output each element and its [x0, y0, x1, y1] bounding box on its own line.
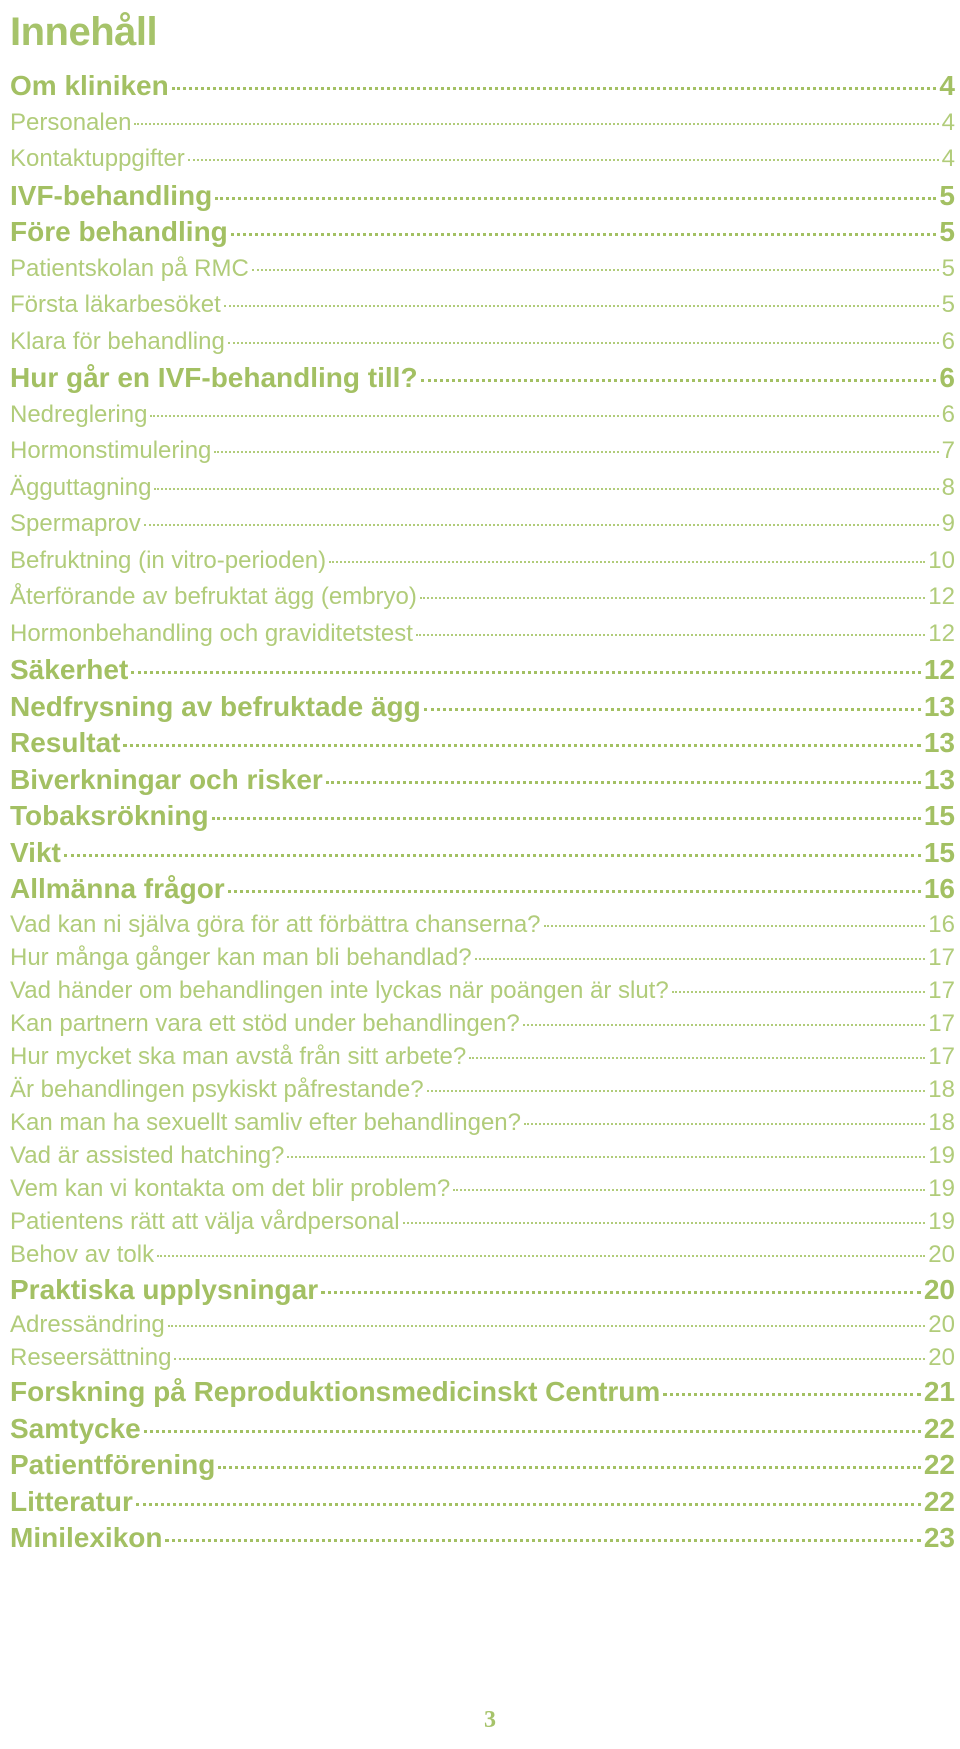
dot-leader — [215, 197, 936, 200]
toc-entry-page-number: 23 — [923, 1522, 955, 1554]
toc-entry-page-number: 17 — [928, 1009, 955, 1037]
toc-entry[interactable] — [10, 1374, 955, 1411]
toc-entry[interactable] — [10, 689, 955, 726]
dot-leader — [157, 1255, 925, 1257]
toc-entry-label: Tobaksrökning — [10, 800, 209, 831]
toc-entry-page-number: 22 — [923, 1449, 955, 1481]
toc-entry-page-number: 17 — [928, 976, 955, 1004]
toc-entry-page-number: 8 — [941, 473, 955, 501]
toc-entry-page-number: 15 — [923, 800, 955, 831]
toc-entry-page-number: 18 — [928, 1109, 955, 1137]
dot-leader — [165, 1539, 920, 1542]
dot-leader — [150, 415, 938, 417]
toc-entry[interactable] — [10, 652, 955, 689]
toc-entry-page-number: 10 — [928, 546, 955, 574]
toc-entry-label: Kan man ha sexuellt samliv efter behandlingen? — [10, 1109, 521, 1137]
toc-entry-label: Biverkningar och risker — [10, 763, 323, 795]
toc-entry-label: Spermaprov — [10, 510, 141, 537]
toc-entry[interactable] — [10, 835, 955, 872]
toc-entry-label: Minilexikon — [10, 1522, 163, 1554]
toc-entry[interactable] — [10, 397, 955, 434]
dot-leader — [64, 854, 921, 857]
toc-entry[interactable] — [10, 871, 955, 908]
toc-entry-label: Vem kan vi kontakta om det blir problem? — [10, 1175, 451, 1203]
toc-entry[interactable] — [10, 798, 955, 835]
toc-entry[interactable] — [10, 908, 955, 941]
toc-entry-label: Vad är assisted hatching? — [10, 1142, 285, 1170]
toc-entry-page-number: 5 — [941, 291, 955, 318]
toc-entry[interactable] — [10, 433, 955, 470]
toc-entry-page-number: 7 — [941, 437, 955, 464]
dot-leader — [224, 305, 939, 307]
dot-leader — [416, 634, 925, 636]
toc-entry-page-number: 4 — [941, 145, 955, 172]
toc-entry-page-number: 19 — [928, 1142, 955, 1170]
toc-entry-page-number: 13 — [923, 690, 955, 722]
toc-entry-page-number: 20 — [928, 1241, 955, 1269]
toc-entry-label: Nedreglering — [10, 400, 148, 428]
toc-entry-page-number: 18 — [928, 1075, 955, 1103]
toc-entry[interactable] — [10, 251, 955, 288]
toc-entry-page-number: 6 — [941, 327, 955, 355]
toc-entry-page-number: 19 — [928, 1208, 955, 1236]
toc-entry[interactable] — [10, 105, 955, 142]
toc-entry-page-number: 6 — [939, 362, 955, 393]
dot-leader — [134, 123, 938, 125]
toc-entry[interactable] — [10, 1205, 955, 1238]
toc-entry[interactable] — [10, 1007, 955, 1040]
dot-leader — [218, 1466, 921, 1469]
toc-entry-label: Befruktning (in vitro-perioden) — [10, 546, 327, 574]
toc-entry[interactable] — [10, 1520, 955, 1557]
toc-entry-page-number: 9 — [941, 510, 955, 537]
toc-entry-label: Före behandling — [10, 216, 228, 247]
dot-leader — [421, 379, 937, 382]
toc-entry-label: Patientförening — [10, 1449, 216, 1481]
toc-entry[interactable] — [10, 725, 955, 762]
toc-entry-page-number: 4 — [941, 108, 955, 136]
toc-entry-page-number: 12 — [928, 583, 955, 610]
toc-entry-label: Är behandlingen psykiskt påfrestande? — [10, 1075, 424, 1103]
dot-leader — [321, 1291, 921, 1294]
toc-entry-label: Vad händer om behandlingen inte lyckas när poängen är slut? — [10, 976, 669, 1004]
dot-leader — [252, 269, 939, 271]
dot-leader — [544, 925, 926, 927]
dot-leader — [524, 1123, 925, 1125]
dot-leader — [329, 561, 925, 563]
toc-entry[interactable] — [10, 1040, 955, 1073]
toc-entry-page-number: 20 — [928, 1311, 955, 1339]
dot-leader — [144, 1430, 921, 1433]
toc-entry[interactable] — [10, 470, 955, 507]
toc-entry-page-number: 5 — [941, 254, 955, 282]
toc-entry-page-number: 13 — [923, 763, 955, 795]
toc-entry-label: Kan partnern vara ett stöd under behandlingen? — [10, 1009, 520, 1037]
toc-entry-page-number: 12 — [928, 619, 955, 647]
dot-leader — [144, 524, 939, 526]
toc-entry-label: IVF-behandling — [10, 179, 213, 211]
toc-entry-label: Hur går en IVF-behandling till? — [10, 362, 418, 393]
dot-leader — [188, 159, 939, 161]
toc-entry[interactable] — [10, 579, 955, 616]
toc-entry-label: Säkerhet — [10, 654, 129, 685]
dot-leader — [228, 890, 921, 893]
dot-leader — [475, 958, 926, 960]
toc-entry-label: Hur många gånger kan man bli behandlad? — [10, 943, 472, 971]
toc-entry-label: Litteratur — [10, 1485, 133, 1517]
toc-entry-page-number: 5 — [939, 216, 955, 247]
toc-entry-label: Om kliniken — [10, 70, 169, 101]
toc-entry[interactable] — [10, 941, 955, 974]
toc-entry-label: Hur mycket ska man avstå från sitt arbete? — [10, 1042, 467, 1070]
toc-entry-page-number: 16 — [923, 873, 955, 904]
toc-entry-page-number: 16 — [928, 910, 955, 938]
toc-entry[interactable] — [10, 1073, 955, 1106]
dot-leader — [469, 1057, 925, 1059]
dot-leader — [427, 1090, 926, 1092]
toc-entry-label: Allmänna frågor — [10, 873, 225, 904]
toc-entry-label: Reseersättning — [10, 1344, 172, 1372]
toc-entry-label: Resultat — [10, 727, 121, 758]
toc-entry[interactable] — [10, 287, 955, 324]
toc-entry[interactable] — [10, 762, 955, 799]
dot-leader — [453, 1189, 925, 1191]
toc-entry[interactable] — [10, 974, 955, 1007]
dot-leader — [174, 1358, 925, 1360]
dot-leader — [424, 708, 921, 711]
toc-entry[interactable] — [10, 68, 955, 105]
toc-entry-label: Adressändring — [10, 1311, 165, 1339]
toc-entry-page-number: 17 — [928, 943, 955, 971]
toc-entry[interactable] — [10, 616, 955, 653]
dot-leader — [154, 488, 938, 490]
toc-entry[interactable] — [10, 324, 955, 361]
toc-entry-page-number: 21 — [923, 1376, 955, 1408]
toc-entry-page-number: 17 — [928, 1042, 955, 1070]
toc-entry-page-number: 6 — [941, 400, 955, 428]
dot-leader — [131, 671, 921, 674]
dot-leader — [420, 597, 925, 599]
dot-leader — [136, 1503, 921, 1506]
dot-leader — [672, 991, 926, 993]
toc-entry-label: Vikt — [10, 836, 61, 868]
toc-entry[interactable] — [10, 1272, 955, 1309]
toc-entry-label: Praktiska upplysningar — [10, 1273, 319, 1305]
toc-entry[interactable] — [10, 1411, 955, 1448]
toc-entry-label: Hormonstimulering — [10, 437, 212, 464]
dot-leader — [214, 451, 938, 453]
dot-leader — [663, 1393, 921, 1396]
dot-leader — [172, 87, 937, 90]
toc-entry[interactable] — [10, 1106, 955, 1139]
toc-entry-label: Kontaktuppgifter — [10, 145, 185, 172]
toc-entry[interactable] — [10, 543, 955, 580]
toc-list — [10, 68, 955, 1557]
toc-entry-label: Patientskolan på RMC — [10, 254, 249, 282]
toc-entry[interactable] — [10, 1484, 955, 1521]
dot-leader — [228, 342, 939, 344]
toc-entry-page-number: 15 — [923, 836, 955, 868]
toc-entry-label: Nedfrysning av befruktade ägg — [10, 690, 421, 722]
toc-entry-label: Återförande av befruktat ägg (embryo) — [10, 583, 417, 610]
toc-entry[interactable] — [10, 506, 955, 543]
toc-entry-label: Samtycke — [10, 1412, 141, 1444]
toc-entry-page-number: 22 — [923, 1485, 955, 1517]
toc-entry[interactable] — [10, 1447, 955, 1484]
toc-entry-label: Patientens rätt att välja vårdpersonal — [10, 1208, 400, 1236]
toc-entry-page-number: 13 — [923, 727, 955, 758]
page-title: Innehåll — [10, 10, 158, 54]
toc-entry-label: Vad kan ni själva göra för att förbättra chanserna? — [10, 910, 541, 938]
toc-entry[interactable] — [10, 360, 955, 397]
dot-leader — [168, 1325, 926, 1327]
toc-entry-page-number: 5 — [939, 179, 955, 211]
toc-entry[interactable] — [10, 1308, 955, 1341]
toc-entry[interactable] — [10, 1139, 955, 1172]
toc-entry[interactable] — [10, 214, 955, 251]
toc-entry-label: Behov av tolk — [10, 1241, 155, 1269]
page-number: 3 — [484, 1707, 496, 1733]
toc-entry-label: Forskning på Reproduktionsmedicinskt Centrum — [10, 1376, 661, 1408]
toc-entry-page-number: 22 — [923, 1412, 955, 1444]
dot-leader — [326, 781, 921, 784]
dot-leader — [287, 1156, 925, 1158]
dot-leader — [231, 233, 937, 236]
toc-entry-page-number: 20 — [928, 1344, 955, 1372]
toc-entry-label: Ägguttagning — [10, 473, 152, 501]
toc-entry-page-number: 20 — [923, 1273, 955, 1305]
toc-entry-page-number: 12 — [923, 654, 955, 685]
toc-entry-label: Hormonbehandling och graviditetstest — [10, 619, 413, 647]
toc-entry[interactable] — [10, 141, 955, 178]
toc-entry-label: Personalen — [10, 108, 132, 136]
toc-entry[interactable] — [10, 178, 955, 215]
dot-leader — [523, 1024, 926, 1026]
dot-leader — [212, 817, 921, 820]
toc-entry-label: Första läkarbesöket — [10, 291, 221, 318]
toc-entry[interactable] — [10, 1238, 955, 1271]
toc-entry-page-number: 19 — [928, 1175, 955, 1203]
dot-leader — [123, 744, 920, 747]
toc-entry[interactable] — [10, 1172, 955, 1205]
toc-entry-page-number: 4 — [939, 70, 955, 101]
toc-entry[interactable] — [10, 1341, 955, 1374]
toc-entry-label: Klara för behandling — [10, 327, 225, 355]
dot-leader — [403, 1222, 926, 1224]
